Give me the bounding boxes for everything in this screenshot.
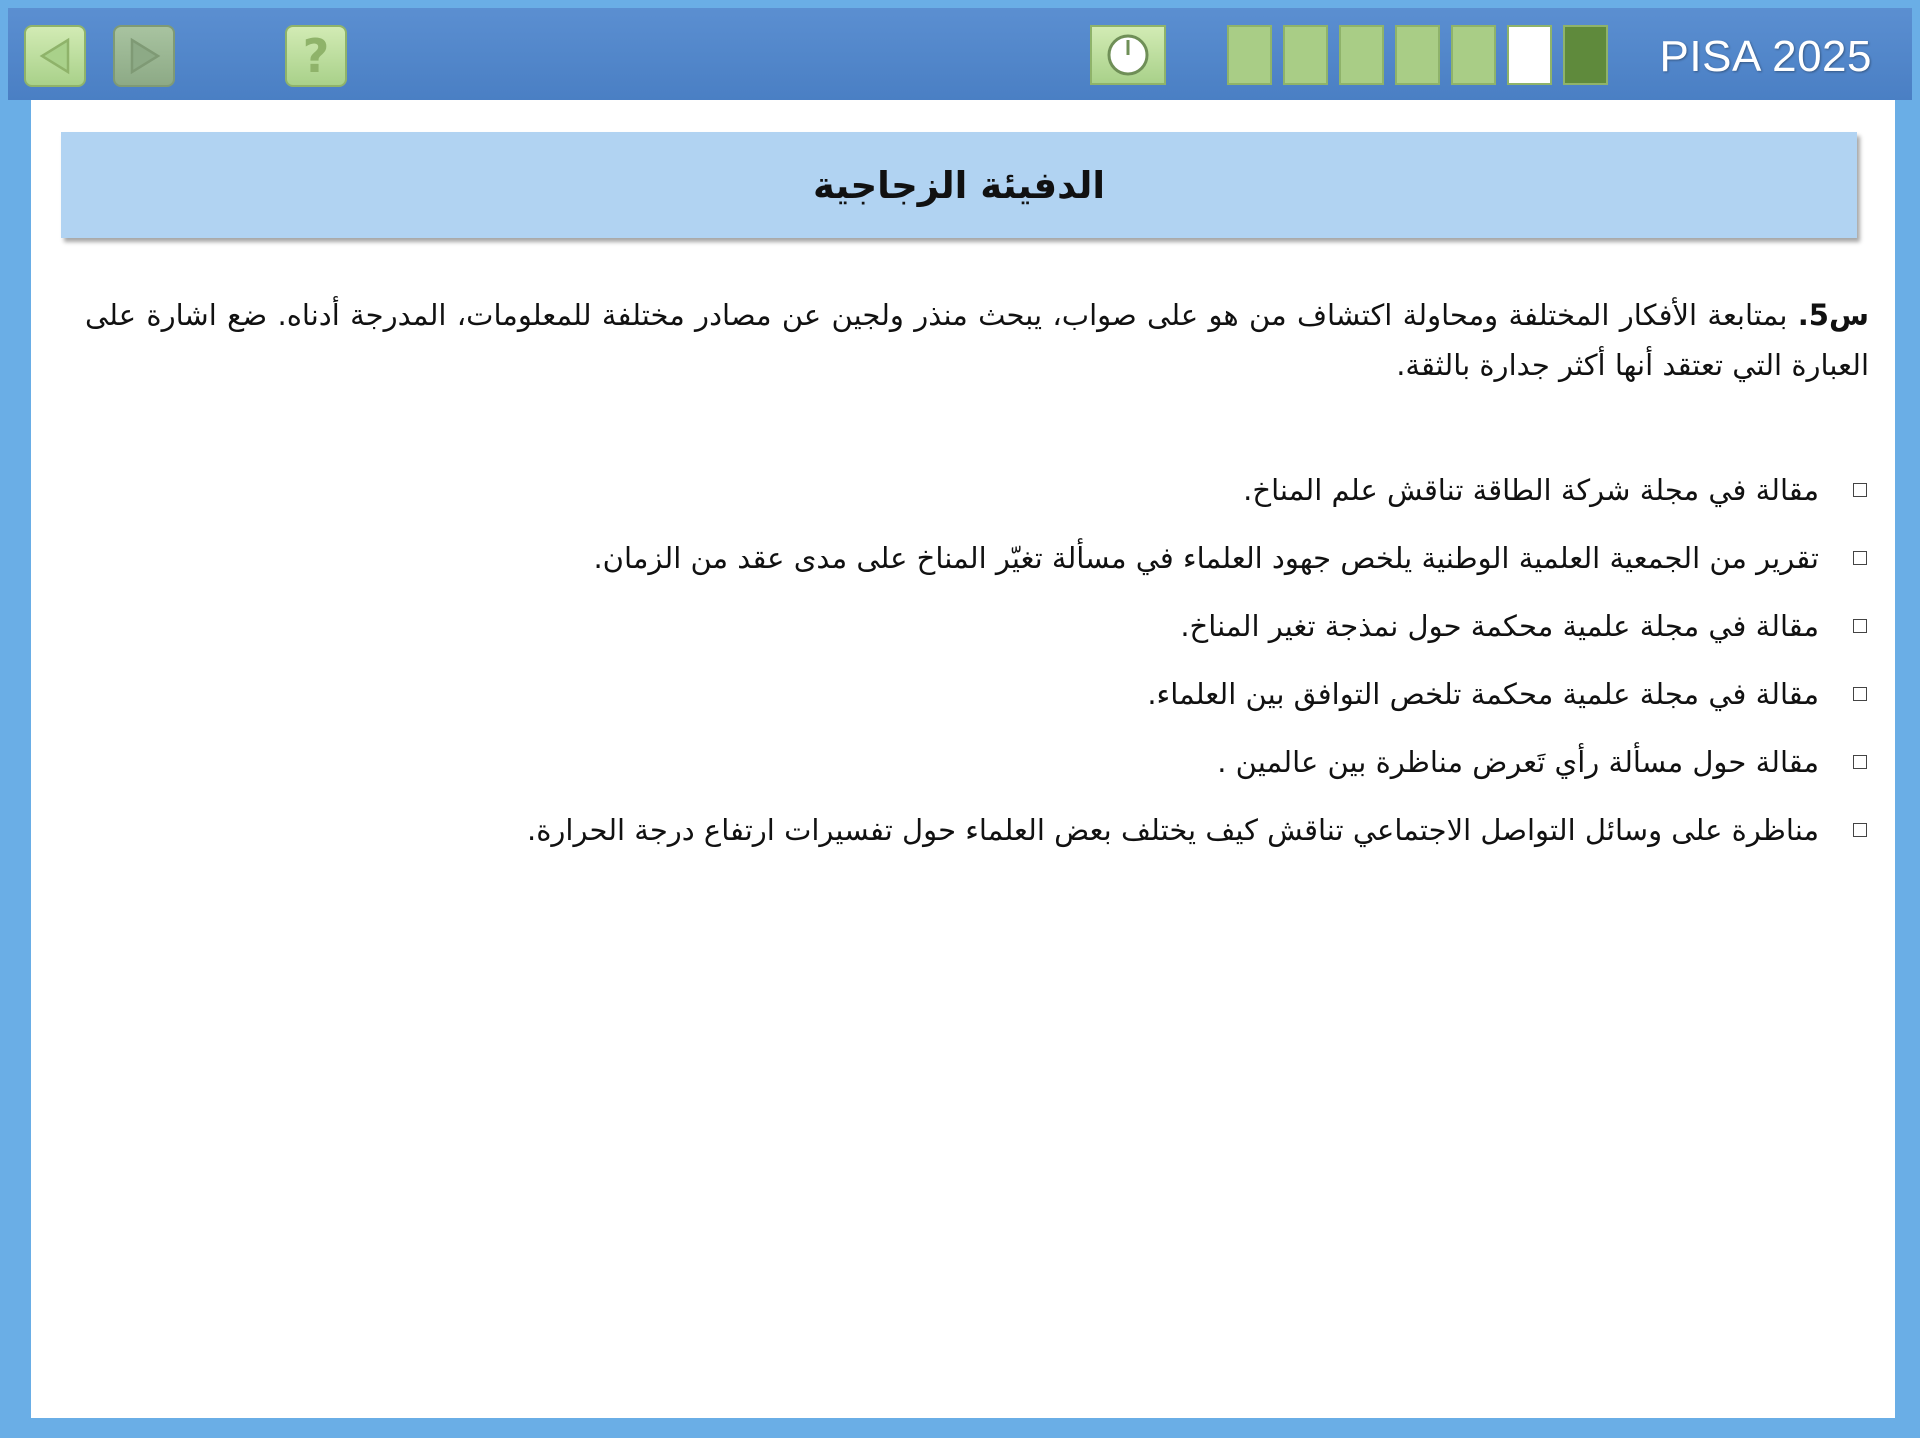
- option-checkbox[interactable]: [1853, 823, 1867, 837]
- progress-segment-5: [1451, 25, 1496, 85]
- option-item[interactable]: [85, 796, 1869, 864]
- progress-segment-4: [1395, 25, 1440, 85]
- option-label: مقالة في مجلة شركة الطاقة تناقش علم المناخ.: [1243, 473, 1819, 507]
- top-toolbar: [8, 8, 1912, 100]
- clock-icon: [1105, 32, 1151, 78]
- brand-logo: PISA 2025: [1659, 32, 1872, 81]
- progress-segment-2: [1283, 25, 1328, 85]
- option-checkbox[interactable]: [1853, 755, 1867, 769]
- progress-segment-6: [1507, 25, 1552, 85]
- unit-title-banner: [61, 132, 1857, 238]
- help-label: ?: [302, 29, 330, 83]
- question-number: س5.: [1797, 298, 1869, 332]
- option-label: تقرير من الجمعية العلمية الوطنية يلخص جهود العلماء في مسألة تغيّر المناخ على مدى عقد من الزمان.: [593, 541, 1819, 575]
- answer-options: [85, 456, 1869, 864]
- timer-button[interactable]: [1090, 25, 1166, 85]
- option-item[interactable]: [85, 592, 1869, 660]
- option-item[interactable]: [85, 660, 1869, 728]
- option-label: مقالة في مجلة علمية محكمة تلخص التوافق بين العلماء.: [1147, 677, 1819, 711]
- option-checkbox[interactable]: [1853, 687, 1867, 701]
- forward-button[interactable]: [113, 25, 175, 87]
- option-checkbox[interactable]: [1853, 551, 1867, 565]
- progress-indicator: [1227, 25, 1608, 85]
- main-content: [31, 100, 1895, 1418]
- option-label: مقالة في مجلة علمية محكمة حول نمذجة تغير المناخ.: [1180, 609, 1819, 643]
- option-item[interactable]: [85, 456, 1869, 524]
- progress-segment-3: [1339, 25, 1384, 85]
- back-arrow-icon: [34, 35, 76, 77]
- option-item[interactable]: [85, 728, 1869, 796]
- forward-arrow-icon: [123, 35, 165, 77]
- question-text: [85, 290, 1869, 390]
- back-button[interactable]: [24, 25, 86, 87]
- progress-segment-7: [1563, 25, 1608, 85]
- option-checkbox[interactable]: [1853, 619, 1867, 633]
- progress-segment-1: [1227, 25, 1272, 85]
- option-label: مناظرة على وسائل التواصل الاجتماعي تناقش كيف يختلف بعض العلماء حول تفسيرات ارتفاع درجة الحرارة.: [527, 813, 1819, 847]
- option-label: مقالة حول مسألة رأي تَعرض مناظرة بين عالمين .: [1217, 745, 1819, 779]
- option-item[interactable]: [85, 524, 1869, 592]
- option-checkbox[interactable]: [1853, 483, 1867, 497]
- help-button[interactable]: [285, 25, 347, 87]
- question-body: بمتابعة الأفكار المختلفة ومحاولة اكتشاف من هو على صواب، يبحث منذر ولجين عن مصادر مختلفة للمعلومات، المدرجة أدناه. ضع اشارة على العبارة التي تعتقد أنها أكثر جدارة بالثقة.: [85, 298, 1869, 382]
- unit-title: الدفيئة الزجاجية: [812, 163, 1106, 207]
